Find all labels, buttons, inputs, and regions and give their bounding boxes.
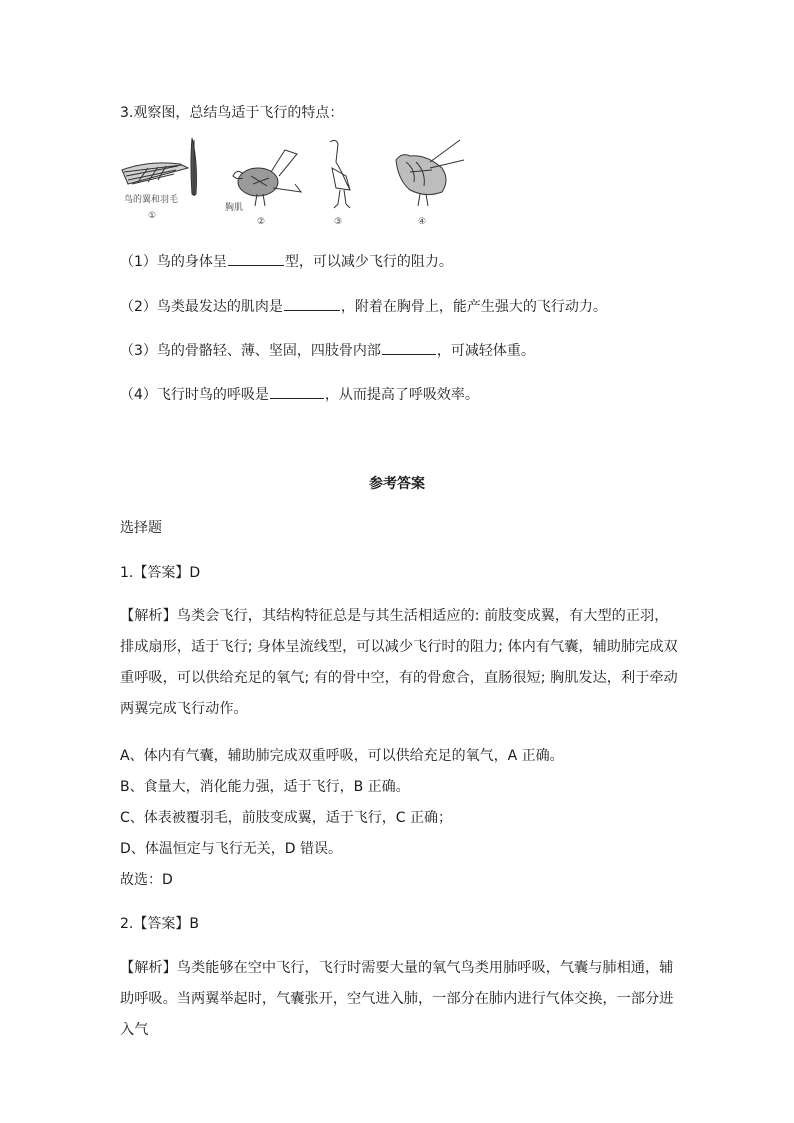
item-1-text-before: （1）鸟的身体呈 [120, 254, 227, 270]
item-4-text-before: （4）飞行时鸟的呼吸是 [120, 387, 269, 403]
answer-1-label: 1.【答案】D [120, 565, 201, 581]
question-item-1 [120, 251, 453, 272]
figure-wing-feather [118, 132, 208, 230]
figure-2-caption: 胸肌 [225, 203, 244, 213]
item-2-text-after: ，附着在胸骨上，能产生强大的飞行动力。 [340, 299, 607, 315]
item-3-text-after: ，可减轻体重。 [436, 343, 535, 359]
question-item-2 [120, 296, 607, 317]
answers-heading: 参考答案 [369, 476, 425, 492]
figure-1-caption: 鸟的翼和羽毛 [124, 195, 179, 205]
item-4-blank[interactable] [270, 384, 324, 399]
item-1-text-after: 型，可以减少飞行的阻力。 [284, 254, 453, 270]
figure-pectoral-muscle [223, 132, 313, 230]
answer-2-label: 2.【答案】B [120, 916, 199, 932]
item-3-text-before: （3）鸟的骨骼轻、薄、坚固，四肢骨内部 [120, 343, 381, 359]
question-title: 3.观察图，总结鸟适于飞行的特点： [120, 105, 344, 121]
answer-2-analysis: 【解析】鸟类能够在空中飞行，飞行时需要大量的氧气鸟类用肺呼吸，气囊与肺相通，辅助呼吸。当两翼举起时，气囊张开，空气进入肺，一部分在肺内进行气体交换，一部分进入气 [120, 960, 674, 1038]
bird-figures [118, 132, 478, 230]
item-2-text-before: （2）鸟类最发达的肌肉是 [120, 299, 283, 315]
answer-1-option-d: D、体温恒定与飞行无关，D 错误。 [120, 841, 343, 857]
answer-1-analysis: 【解析】鸟类会飞行，其结构特征总是与其生活相适应的: 前肢变成翼，有大型的正羽，排成扇形，适于飞行; 身体呈流线型，可以减少飞行时的阻力; 体内有气囊，辅助肺完成双重呼吸，可以供给充足的氧气; 有的骨中空，有的骨愈合，直肠很短; 胸肌发达，利于牵动两翼完成飞行动作。 [120, 608, 678, 717]
answer-1-option-a: A、体内有气囊，辅助肺完成双重呼吸，可以供给充足的氧气，A 正确。 [120, 748, 564, 764]
figure-skeleton [316, 132, 366, 230]
question-item-3 [120, 340, 535, 361]
figure-1-number: ① [148, 211, 157, 221]
item-1-blank[interactable] [228, 251, 284, 266]
answers-section-label: 选择题 [120, 520, 162, 536]
answer-1-option-c: C、体表被覆羽毛，前肢变成翼，适于飞行，C 正确； [120, 810, 452, 826]
item-4-text-after: ，从而提高了呼吸效率。 [324, 387, 479, 403]
question-item-4 [120, 384, 479, 405]
answer-1-choice: 故选：D [120, 872, 173, 888]
figure-2-number: ② [257, 217, 266, 227]
figure-4-number: ④ [418, 217, 427, 227]
answer-1-option-b: B、食量大，消化能力强，适于飞行，B 正确。 [120, 779, 410, 795]
figure-air-sacs [386, 132, 476, 230]
figure-3-number: ③ [334, 217, 343, 227]
item-2-blank[interactable] [284, 296, 340, 311]
item-3-blank[interactable] [382, 340, 436, 355]
